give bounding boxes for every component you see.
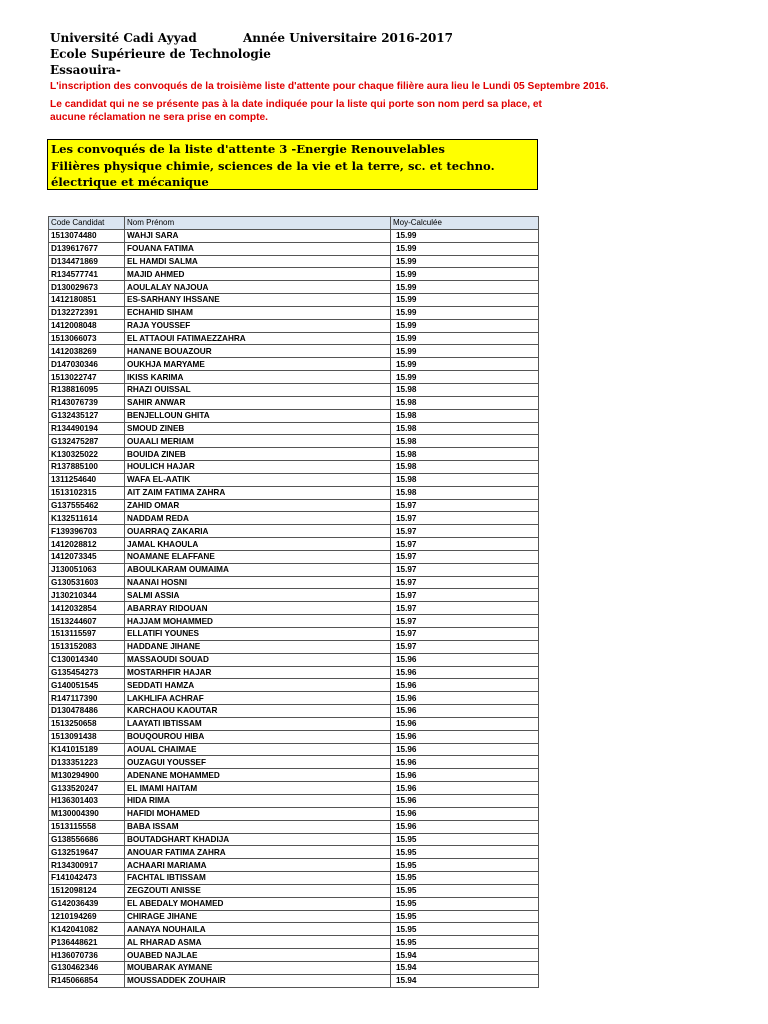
candidate-average: 15.99 bbox=[391, 281, 539, 294]
candidate-average: 15.95 bbox=[391, 936, 539, 949]
candidate-code: 1512098124 bbox=[49, 884, 125, 897]
table-row bbox=[49, 499, 539, 512]
candidate-code: K142041082 bbox=[49, 923, 125, 936]
candidate-average: 15.98 bbox=[391, 396, 539, 409]
candidate-average: 15.96 bbox=[391, 717, 539, 730]
table-row bbox=[49, 461, 539, 474]
candidate-code: 1513152083 bbox=[49, 640, 125, 653]
candidate-name: HANANE BOUAZOUR bbox=[125, 345, 391, 358]
table-row bbox=[49, 949, 539, 962]
candidate-average: 15.99 bbox=[391, 268, 539, 281]
candidate-code: D130478486 bbox=[49, 705, 125, 718]
candidate-code: G142036439 bbox=[49, 897, 125, 910]
candidate-average: 15.95 bbox=[391, 910, 539, 923]
candidate-name: WAFA EL-AATIK bbox=[125, 473, 391, 486]
candidate-name: FOUANA FATIMA bbox=[125, 242, 391, 255]
candidate-name: BOUTADGHART KHADIJA bbox=[125, 833, 391, 846]
candidate-average: 15.96 bbox=[391, 730, 539, 743]
candidate-code: 1412032854 bbox=[49, 602, 125, 615]
table-row bbox=[49, 615, 539, 628]
table-row bbox=[49, 409, 539, 422]
table-row bbox=[49, 756, 539, 769]
candidate-name: OUZAGUI YOUSSEF bbox=[125, 756, 391, 769]
candidate-name: SAHIR ANWAR bbox=[125, 396, 391, 409]
candidate-code: G132519647 bbox=[49, 846, 125, 859]
candidate-code: 1513022747 bbox=[49, 371, 125, 384]
table-row bbox=[49, 486, 539, 499]
candidate-code: F141042473 bbox=[49, 872, 125, 885]
candidate-code: R134577741 bbox=[49, 268, 125, 281]
table-row bbox=[49, 872, 539, 885]
table-row bbox=[49, 589, 539, 602]
candidate-code: K132511614 bbox=[49, 512, 125, 525]
table-row bbox=[49, 692, 539, 705]
candidate-code: 1412180851 bbox=[49, 294, 125, 307]
table-row bbox=[49, 897, 539, 910]
candidate-code: C130014340 bbox=[49, 653, 125, 666]
city-name: Essaouira- bbox=[50, 63, 121, 77]
table-row bbox=[49, 769, 539, 782]
table-row bbox=[49, 679, 539, 692]
candidate-name: RAJA YOUSSEF bbox=[125, 319, 391, 332]
candidate-code: 1412028812 bbox=[49, 538, 125, 551]
table-row bbox=[49, 628, 539, 641]
candidate-code: P136448621 bbox=[49, 936, 125, 949]
candidate-average: 15.96 bbox=[391, 794, 539, 807]
candidate-name: JAMAL KHAOULA bbox=[125, 538, 391, 551]
candidate-name: ACHAARI MARIAMA bbox=[125, 859, 391, 872]
candidate-average: 15.98 bbox=[391, 473, 539, 486]
candidate-code: 1513074480 bbox=[49, 229, 125, 242]
candidate-code: K130325022 bbox=[49, 448, 125, 461]
candidate-code: 1513091438 bbox=[49, 730, 125, 743]
candidate-code: 1412038269 bbox=[49, 345, 125, 358]
candidate-code: D139617677 bbox=[49, 242, 125, 255]
candidate-code: R134490194 bbox=[49, 422, 125, 435]
candidate-average: 15.98 bbox=[391, 409, 539, 422]
candidate-name: EL ABEDALY MOHAMED bbox=[125, 897, 391, 910]
candidate-code: G132475287 bbox=[49, 435, 125, 448]
candidate-average: 15.96 bbox=[391, 820, 539, 833]
candidate-name: LAKHLIFA ACHRAF bbox=[125, 692, 391, 705]
table-row bbox=[49, 306, 539, 319]
candidate-code: 1311254640 bbox=[49, 473, 125, 486]
candidate-average: 15.98 bbox=[391, 448, 539, 461]
candidate-average: 15.99 bbox=[391, 345, 539, 358]
candidate-code: D147030346 bbox=[49, 358, 125, 371]
table-row bbox=[49, 884, 539, 897]
candidate-average: 15.98 bbox=[391, 422, 539, 435]
candidate-name: ADENANE MOHAMMED bbox=[125, 769, 391, 782]
candidate-name: MOUBARAK AYMANE bbox=[125, 961, 391, 974]
table-row bbox=[49, 602, 539, 615]
candidate-name: FACHTAL IBTISSAM bbox=[125, 872, 391, 885]
list-title-line-2: Filières physique chimie, sciences de la vie et la terre, sc. et techno. bbox=[51, 158, 495, 173]
candidate-average: 15.97 bbox=[391, 615, 539, 628]
candidate-average: 15.99 bbox=[391, 229, 539, 242]
candidate-code: D133351223 bbox=[49, 756, 125, 769]
candidate-code: K141015189 bbox=[49, 743, 125, 756]
candidate-code: G130462346 bbox=[49, 961, 125, 974]
candidate-average: 15.96 bbox=[391, 705, 539, 718]
candidate-average: 15.97 bbox=[391, 602, 539, 615]
candidate-name: HAFIDI MOHAMED bbox=[125, 807, 391, 820]
table-row bbox=[49, 332, 539, 345]
candidate-average: 15.96 bbox=[391, 679, 539, 692]
candidate-average: 15.99 bbox=[391, 242, 539, 255]
candidate-name: BENJELLOUN GHITA bbox=[125, 409, 391, 422]
candidate-code: H136301403 bbox=[49, 794, 125, 807]
candidate-average: 15.97 bbox=[391, 550, 539, 563]
candidate-average: 15.96 bbox=[391, 807, 539, 820]
column-header-code: Code Candidat bbox=[49, 217, 125, 230]
candidate-code: 1513244607 bbox=[49, 615, 125, 628]
table-row bbox=[49, 961, 539, 974]
candidate-name: ABOULKARAM OUMAIMA bbox=[125, 563, 391, 576]
table-row bbox=[49, 229, 539, 242]
candidate-code: G133520247 bbox=[49, 782, 125, 795]
table-row bbox=[49, 820, 539, 833]
school-name: Ecole Supérieure de Technologie bbox=[50, 47, 271, 61]
candidate-name: ECHAHID SIHAM bbox=[125, 306, 391, 319]
candidate-name: HAJJAM MOHAMMED bbox=[125, 615, 391, 628]
table-row bbox=[49, 730, 539, 743]
table-row bbox=[49, 281, 539, 294]
candidate-name: HIDA RIMA bbox=[125, 794, 391, 807]
candidate-name: AOULALAY NAJOUA bbox=[125, 281, 391, 294]
candidate-average: 15.97 bbox=[391, 576, 539, 589]
candidate-average: 15.99 bbox=[391, 294, 539, 307]
candidate-code: G132435127 bbox=[49, 409, 125, 422]
table-row bbox=[49, 383, 539, 396]
candidate-code: F139396703 bbox=[49, 525, 125, 538]
table-row bbox=[49, 782, 539, 795]
candidate-average: 15.94 bbox=[391, 961, 539, 974]
candidate-code: D134471869 bbox=[49, 255, 125, 268]
candidate-average: 15.96 bbox=[391, 653, 539, 666]
candidate-name: HADDANE JIHANE bbox=[125, 640, 391, 653]
candidate-code: 1513115597 bbox=[49, 628, 125, 641]
candidate-code: R147117390 bbox=[49, 692, 125, 705]
candidate-name: NADDAM REDA bbox=[125, 512, 391, 525]
candidate-code: 1513250658 bbox=[49, 717, 125, 730]
table-row bbox=[49, 268, 539, 281]
candidate-average: 15.97 bbox=[391, 538, 539, 551]
candidate-name: OUKHJA MARYAME bbox=[125, 358, 391, 371]
candidate-name: SMOUD ZINEB bbox=[125, 422, 391, 435]
table-row bbox=[49, 473, 539, 486]
table-row bbox=[49, 666, 539, 679]
table-row bbox=[49, 910, 539, 923]
candidate-name: NAANAI HOSNI bbox=[125, 576, 391, 589]
table-row bbox=[49, 550, 539, 563]
candidate-average: 15.96 bbox=[391, 692, 539, 705]
candidate-name: AOUAL CHAIMAE bbox=[125, 743, 391, 756]
candidate-name: SEDDATI HAMZA bbox=[125, 679, 391, 692]
candidate-average: 15.97 bbox=[391, 640, 539, 653]
candidate-average: 15.99 bbox=[391, 358, 539, 371]
candidate-name: NOAMANE ELAFFANE bbox=[125, 550, 391, 563]
academic-year: Année Universitaire 2016-2017 bbox=[243, 31, 453, 45]
candidate-name: ELLATIFI YOUNES bbox=[125, 628, 391, 641]
candidate-name: ZAHID OMAR bbox=[125, 499, 391, 512]
table-row bbox=[49, 576, 539, 589]
candidate-name: KARCHAOU KAOUTAR bbox=[125, 705, 391, 718]
table-row bbox=[49, 936, 539, 949]
candidate-average: 15.97 bbox=[391, 499, 539, 512]
list-title-line-1: Les convoqués de la liste d'attente 3 -Energie Renouvelables bbox=[51, 142, 445, 156]
candidate-average: 15.98 bbox=[391, 486, 539, 499]
candidate-name: MOSTARHFIR HAJAR bbox=[125, 666, 391, 679]
candidate-name: ES-SARHANY IHSSANE bbox=[125, 294, 391, 307]
candidate-average: 15.96 bbox=[391, 782, 539, 795]
column-header-name: Nom Prénom bbox=[125, 217, 391, 230]
candidate-name: MOUSSADDEK ZOUHAIR bbox=[125, 974, 391, 987]
candidate-name: BOUIDA ZINEB bbox=[125, 448, 391, 461]
candidate-average: 15.94 bbox=[391, 974, 539, 987]
candidate-name: CHIRAGE JIHANE bbox=[125, 910, 391, 923]
candidate-name: OUABED NAJLAE bbox=[125, 949, 391, 962]
candidate-name: LAAYATI IBTISSAM bbox=[125, 717, 391, 730]
candidate-average: 15.96 bbox=[391, 743, 539, 756]
table-row bbox=[49, 974, 539, 987]
candidate-average: 15.96 bbox=[391, 666, 539, 679]
candidate-name: BOUQOUROU HIBA bbox=[125, 730, 391, 743]
table-row bbox=[49, 859, 539, 872]
candidate-average: 15.97 bbox=[391, 525, 539, 538]
candidate-name: EL HAMDI SALMA bbox=[125, 255, 391, 268]
candidate-code: J130210344 bbox=[49, 589, 125, 602]
candidate-average: 15.94 bbox=[391, 949, 539, 962]
table-row bbox=[49, 833, 539, 846]
table-row bbox=[49, 653, 539, 666]
table-row bbox=[49, 923, 539, 936]
warning-notice: Le candidat qui ne se présente pas à la date indiquée pour la liste qui porte son nom perd sa place, et aucune réclamation ne sera prise en compte. bbox=[50, 99, 542, 123]
candidate-average: 15.95 bbox=[391, 859, 539, 872]
table-row bbox=[49, 396, 539, 409]
candidate-name: HOULICH HAJAR bbox=[125, 461, 391, 474]
candidate-name: ANOUAR FATIMA ZAHRA bbox=[125, 846, 391, 859]
table-row bbox=[49, 448, 539, 461]
candidate-average: 15.95 bbox=[391, 884, 539, 897]
table-row bbox=[49, 743, 539, 756]
table-row bbox=[49, 640, 539, 653]
candidate-average: 15.95 bbox=[391, 846, 539, 859]
candidate-average: 15.96 bbox=[391, 756, 539, 769]
candidate-code: G140051545 bbox=[49, 679, 125, 692]
candidate-code: D130029673 bbox=[49, 281, 125, 294]
candidate-name: OUARRAQ ZAKARIA bbox=[125, 525, 391, 538]
candidate-name: IKISS KARIMA bbox=[125, 371, 391, 384]
candidate-code: G135454273 bbox=[49, 666, 125, 679]
candidate-code: R138816095 bbox=[49, 383, 125, 396]
table-row bbox=[49, 435, 539, 448]
table-row bbox=[49, 538, 539, 551]
candidate-code: 1210194269 bbox=[49, 910, 125, 923]
candidate-average: 15.98 bbox=[391, 461, 539, 474]
candidate-average: 15.96 bbox=[391, 769, 539, 782]
candidate-average: 15.95 bbox=[391, 897, 539, 910]
candidate-name: WAHJI SARA bbox=[125, 229, 391, 242]
table-row bbox=[49, 717, 539, 730]
candidate-code: 1412008048 bbox=[49, 319, 125, 332]
candidate-average: 15.99 bbox=[391, 306, 539, 319]
table-row bbox=[49, 242, 539, 255]
candidate-average: 15.97 bbox=[391, 628, 539, 641]
candidate-average: 15.99 bbox=[391, 332, 539, 345]
candidate-code: D132272391 bbox=[49, 306, 125, 319]
candidate-name: EL IMAMI HAITAM bbox=[125, 782, 391, 795]
candidate-code: 1412073345 bbox=[49, 550, 125, 563]
candidate-average: 15.97 bbox=[391, 512, 539, 525]
candidate-average: 15.99 bbox=[391, 255, 539, 268]
column-header-average: Moy-Calculée bbox=[391, 217, 539, 230]
table-row bbox=[49, 319, 539, 332]
candidate-code: R143076739 bbox=[49, 396, 125, 409]
candidate-code: J130051063 bbox=[49, 563, 125, 576]
table-body bbox=[49, 229, 539, 987]
candidate-name: ABARRAY RIDOUAN bbox=[125, 602, 391, 615]
candidate-code: G130531603 bbox=[49, 576, 125, 589]
table-row bbox=[49, 807, 539, 820]
table-row bbox=[49, 358, 539, 371]
candidate-average: 15.99 bbox=[391, 371, 539, 384]
list-title-line-3: électrique et mécanique bbox=[51, 175, 209, 189]
table-row bbox=[49, 255, 539, 268]
candidate-average: 15.97 bbox=[391, 563, 539, 576]
candidate-code: 1513115558 bbox=[49, 820, 125, 833]
candidate-code: R137885100 bbox=[49, 461, 125, 474]
candidate-name: AIT ZAIM FATIMA ZAHRA bbox=[125, 486, 391, 499]
candidate-name: EL ATTAOUI FATIMAEZZAHRA bbox=[125, 332, 391, 345]
table-row bbox=[49, 371, 539, 384]
candidate-average: 15.98 bbox=[391, 435, 539, 448]
candidate-average: 15.99 bbox=[391, 319, 539, 332]
table-row bbox=[49, 294, 539, 307]
candidate-code: M130004390 bbox=[49, 807, 125, 820]
table-header-row bbox=[49, 217, 539, 230]
table-row bbox=[49, 846, 539, 859]
table-row bbox=[49, 525, 539, 538]
candidate-name: MAJID AHMED bbox=[125, 268, 391, 281]
table-row bbox=[49, 794, 539, 807]
candidate-code: M130294900 bbox=[49, 769, 125, 782]
candidate-code: H136070736 bbox=[49, 949, 125, 962]
candidate-name: RHAZI OUISSAL bbox=[125, 383, 391, 396]
candidate-name: ZEGZOUTI ANISSE bbox=[125, 884, 391, 897]
candidate-name: SALMI ASSIA bbox=[125, 589, 391, 602]
table-row bbox=[49, 422, 539, 435]
candidate-name: AL RHARAD ASMA bbox=[125, 936, 391, 949]
table-row bbox=[49, 512, 539, 525]
table-row bbox=[49, 345, 539, 358]
candidate-code: R145066854 bbox=[49, 974, 125, 987]
candidate-name: AANAYA NOUHAILA bbox=[125, 923, 391, 936]
candidate-average: 15.95 bbox=[391, 923, 539, 936]
candidate-average: 15.95 bbox=[391, 833, 539, 846]
candidate-name: OUAALI MERIAM bbox=[125, 435, 391, 448]
list-title-box bbox=[47, 139, 538, 190]
candidate-name: MASSAOUDI SOUAD bbox=[125, 653, 391, 666]
registration-notice: L'inscription des convoqués de la troisième liste d'attente pour chaque filière aura lieu le Lundi 05 Septembre 2016. bbox=[50, 81, 609, 92]
candidate-code: R134300917 bbox=[49, 859, 125, 872]
candidate-average: 15.95 bbox=[391, 872, 539, 885]
table-row bbox=[49, 563, 539, 576]
table-row bbox=[49, 705, 539, 718]
candidate-code: G137555462 bbox=[49, 499, 125, 512]
candidate-average: 15.97 bbox=[391, 589, 539, 602]
candidate-average: 15.98 bbox=[391, 383, 539, 396]
candidate-name: BABA ISSAM bbox=[125, 820, 391, 833]
candidate-code: G138556686 bbox=[49, 833, 125, 846]
candidate-code: 1513066073 bbox=[49, 332, 125, 345]
candidate-code: 1513102315 bbox=[49, 486, 125, 499]
candidates-table bbox=[48, 216, 539, 988]
university-name: Université Cadi Ayyad bbox=[50, 31, 197, 45]
